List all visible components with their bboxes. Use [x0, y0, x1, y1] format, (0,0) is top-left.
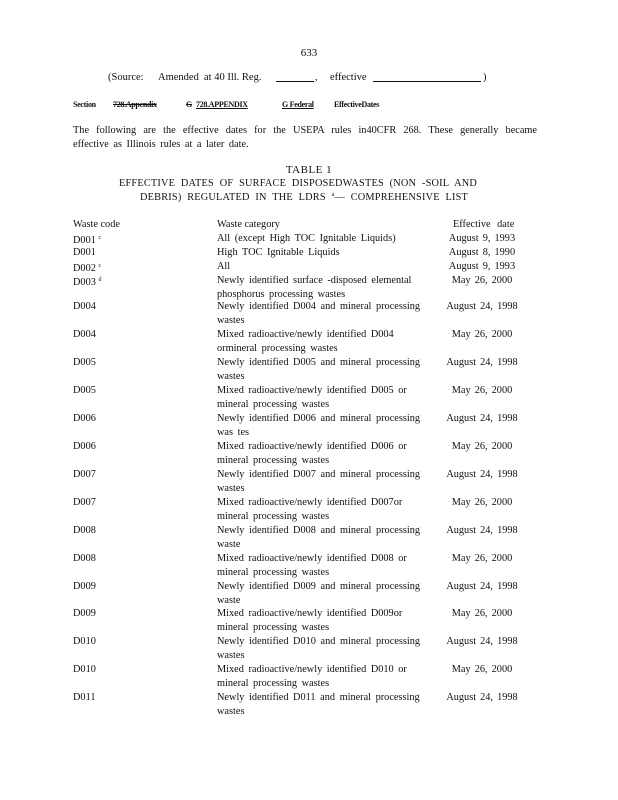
section-label: Section — [73, 100, 96, 109]
waste-code-text: D007 — [73, 497, 96, 508]
footnote-marker: c — [98, 235, 102, 241]
waste-category: Mixed radioactive/newly identified D010 or mineral processing wastes — [217, 664, 407, 689]
waste-code-text: D001 — [73, 247, 96, 258]
effective-date: August 24, 1998 — [446, 636, 518, 647]
waste-category: Newly identified D009 and mineral processing waste — [217, 581, 421, 606]
effective-date: May 26, 2000 — [451, 275, 513, 286]
waste-code-text: D010 — [73, 636, 96, 647]
effective-date: August 9, 1993 — [448, 261, 516, 272]
table-caption-line1: EFFECTIVE DATES OF SURFACE DISPOSEDWASTES (NON -SOIL AND — [119, 178, 478, 189]
effective-date: May 26, 2000 — [451, 608, 513, 619]
waste-code — [73, 635, 96, 649]
intro-paragraph: The following are the effective dates for the USEPA rules in40CFR 268. These generally became effective as Illinois rules at a later date. — [73, 125, 537, 150]
waste-code-text: D011 — [73, 692, 96, 703]
effective-date: May 26, 2000 — [451, 553, 513, 564]
waste-category: Newly identified D005 and mineral processing wastes — [217, 357, 421, 382]
effective-date: August 8, 1990 — [448, 247, 516, 258]
struck-appendix: 728.Appendix — [113, 100, 157, 109]
source-close: ) — [483, 72, 487, 83]
effective-date: May 26, 2000 — [451, 441, 513, 452]
waste-category: Mixed radioactive/newly identified D004 ormineral processing wastes — [217, 329, 394, 354]
waste-code-text: D006 — [73, 441, 96, 452]
source-open: (Source: — [108, 72, 144, 83]
waste-code-text: D005 — [73, 385, 96, 396]
waste-category: Newly identified D010 and mineral processing wastes — [217, 636, 421, 661]
appendix-title-federal: G Federal — [282, 100, 314, 109]
waste-category: Mixed radioactive/newly identified D009or mineral processing wastes — [217, 608, 403, 633]
table-title: TABLE 1 — [285, 164, 333, 176]
waste-code — [73, 440, 96, 454]
waste-code-text: D003 — [73, 277, 96, 288]
effective-date: May 26, 2000 — [451, 497, 513, 508]
waste-category: High TOC Ignitable Liquids — [217, 247, 340, 258]
effective-date: August 24, 1998 — [446, 357, 518, 368]
waste-code — [73, 384, 96, 398]
footnote-marker: c — [98, 263, 102, 269]
waste-code-text: D008 — [73, 553, 96, 564]
waste-code-text: D004 — [73, 329, 96, 340]
table-caption-line2 — [140, 192, 468, 203]
waste-category: Mixed radioactive/newly identified D006 or mineral processing wastes — [217, 441, 407, 466]
effective-date: August 24, 1998 — [446, 525, 518, 536]
effective-date: August 24, 1998 — [446, 413, 518, 424]
source-comma: , — [315, 72, 318, 83]
source-blank-date — [373, 72, 481, 85]
waste-category: Mixed radioactive/newly identified D005 or mineral processing wastes — [217, 385, 407, 410]
appendix-title-dates: EffectiveDates — [334, 100, 380, 109]
waste-code-text: D009 — [73, 581, 96, 592]
waste-code — [73, 607, 96, 621]
header-effective-date: Effective date — [453, 219, 515, 230]
effective-date: August 24, 1998 — [446, 581, 518, 592]
waste-code — [73, 691, 96, 705]
waste-code — [73, 552, 96, 566]
effective-date: August 24, 1998 — [446, 469, 518, 480]
source-effective: effective — [330, 72, 367, 83]
effective-date: May 26, 2000 — [451, 385, 513, 396]
waste-code — [73, 524, 96, 538]
waste-code — [73, 580, 96, 594]
waste-category: All (except High TOC Ignitable Liquids) — [217, 233, 396, 244]
caption-text: DEBRIS) REGULATED IN THE LDRS — [140, 192, 326, 203]
page-number: 633 — [300, 47, 318, 59]
waste-category: Newly identified D011 and mineral processing wastes — [217, 692, 420, 717]
source-register: at 40 Ill. Reg. — [204, 72, 262, 83]
effective-date: August 9, 1993 — [448, 233, 516, 244]
appendix-label: 728.APPENDIX — [196, 100, 248, 109]
waste-category: Newly identified D004 and mineral processing wastes — [217, 301, 421, 326]
waste-code — [73, 663, 96, 677]
waste-code — [73, 328, 96, 342]
struck-letter-g: G — [186, 100, 192, 109]
waste-code — [73, 300, 96, 314]
waste-code-text: D007 — [73, 469, 96, 480]
header-waste-code: Waste code — [73, 219, 120, 230]
waste-code — [73, 496, 96, 510]
caption-text-end: — COMPREHENSIVE LIST — [334, 192, 469, 203]
waste-code-text: D006 — [73, 413, 96, 424]
waste-category: Newly identified D008 and mineral processing waste — [217, 525, 421, 550]
header-waste-category: Waste category — [217, 219, 280, 230]
waste-code-text: D002 — [73, 263, 96, 274]
caption-footnote-marker: a — [331, 192, 335, 198]
waste-category: Newly identified D007 and mineral processing wastes — [217, 469, 421, 494]
waste-code-text: D004 — [73, 301, 96, 312]
effective-date: August 24, 1998 — [446, 301, 518, 312]
waste-code-text: D001 — [73, 235, 96, 246]
waste-category: Mixed radioactive/newly identified D008 or mineral processing wastes — [217, 553, 407, 578]
waste-category: Mixed radioactive/newly identified D007or mineral processing wastes — [217, 497, 403, 522]
waste-code-text: D008 — [73, 525, 96, 536]
effective-date: May 26, 2000 — [451, 664, 513, 675]
waste-code-text: D010 — [73, 664, 96, 675]
waste-code — [73, 274, 101, 290]
waste-code — [73, 356, 96, 370]
source-blank-register — [276, 72, 314, 85]
effective-date: August 24, 1998 — [446, 692, 518, 703]
waste-code-text: D009 — [73, 608, 96, 619]
waste-code — [73, 412, 96, 426]
effective-date: May 26, 2000 — [451, 329, 513, 340]
waste-category: Newly identified surface -disposed elemental phosphorus processing wastes — [217, 275, 412, 300]
waste-code — [73, 246, 96, 260]
footnote-marker: d — [98, 277, 102, 283]
source-amended: Amended — [158, 72, 199, 83]
waste-code-text: D005 — [73, 357, 96, 368]
waste-category: All — [217, 261, 231, 272]
waste-code — [73, 468, 96, 482]
waste-category: Newly identified D006 and mineral processing was tes — [217, 413, 421, 438]
